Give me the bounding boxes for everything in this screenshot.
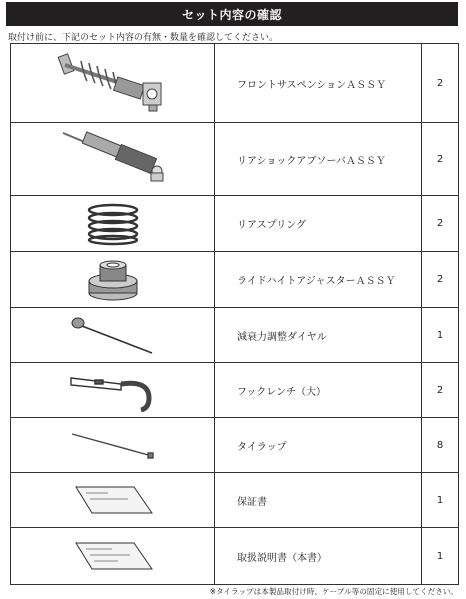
parts-table [10, 43, 459, 585]
part-quantity: 2 [422, 252, 459, 308]
part-image-cell [11, 44, 215, 123]
table-row [11, 44, 459, 123]
part-image-cell [11, 308, 215, 363]
footnote: ※タイラップは本製品取付け時、ケーブル等の固定に使用してください。 [209, 587, 458, 596]
part-quantity: 2 [422, 363, 459, 418]
table-row [11, 196, 459, 252]
table-row [11, 363, 459, 418]
part-name: 取扱説明書（本書） [215, 528, 422, 585]
cable-tie-icon [68, 430, 158, 460]
part-name: 保証書 [215, 473, 422, 528]
part-image-cell [11, 418, 215, 473]
part-image-cell [11, 363, 215, 418]
hook-wrench-icon [65, 368, 161, 412]
part-name: リアスプリング [215, 196, 422, 252]
ride-height-adjuster-icon [78, 257, 148, 303]
section-title: セット内容の確認 [181, 7, 282, 22]
rear-shock-absorber-icon [53, 129, 173, 189]
intro-text: 取付け前に、下記のセット内容の有無・数量を確認してください。 [8, 33, 279, 43]
rear-spring-icon [73, 202, 153, 246]
damping-dial-icon [68, 313, 158, 357]
part-quantity: 1 [422, 528, 459, 585]
part-quantity: 1 [422, 308, 459, 363]
table-row [11, 123, 459, 196]
front-suspension-icon [53, 51, 173, 115]
table-row [11, 308, 459, 363]
table-row [11, 252, 459, 308]
part-image-cell [11, 528, 215, 585]
part-name: フロントサスペンションＡＳＳＹ [215, 44, 422, 123]
part-name: リアショックアブソーバＡＳＳＹ [215, 123, 422, 196]
part-quantity: 1 [422, 473, 459, 528]
table-row [11, 418, 459, 473]
warranty-card-icon [68, 483, 158, 517]
part-quantity: 2 [422, 123, 459, 196]
part-image-cell [11, 196, 215, 252]
part-image-cell [11, 252, 215, 308]
part-name: フックレンチ（大） [215, 363, 422, 418]
part-quantity: 8 [422, 418, 459, 473]
part-image-cell [11, 473, 215, 528]
part-quantity: 2 [422, 196, 459, 252]
manual-icon [68, 539, 158, 573]
part-name: タイラップ [215, 418, 422, 473]
part-image-cell [11, 123, 215, 196]
section-header [6, 2, 458, 26]
table-row [11, 473, 459, 528]
table-row [11, 528, 459, 585]
part-quantity: 2 [422, 44, 459, 123]
part-name: 減衰力調整ダイヤル [215, 308, 422, 363]
part-name: ライドハイトアジャスターＡＳＳＹ [215, 252, 422, 308]
